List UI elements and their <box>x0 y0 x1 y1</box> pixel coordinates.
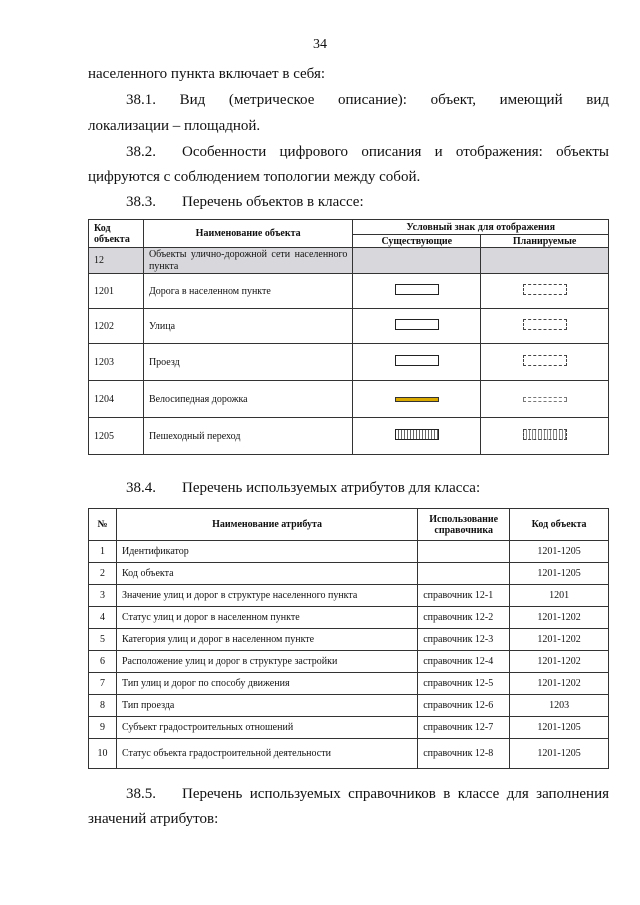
planned-cell <box>481 274 609 309</box>
attr-name: Значение улиц и дорог в структуре населенного пункта <box>116 585 417 607</box>
table-row <box>89 695 609 717</box>
header-existing: Существующие <box>353 235 481 248</box>
table-row <box>89 563 609 585</box>
paragraph-38-5 <box>126 786 609 803</box>
paragraph-38-4 <box>126 480 480 497</box>
planned-cell <box>481 344 609 381</box>
attr-num: 9 <box>89 717 117 739</box>
attr-name: Статус объекта градостроительной деятельности <box>116 739 417 769</box>
table-row <box>89 541 609 563</box>
attr-num: 4 <box>89 607 117 629</box>
attr-code: 1201-1202 <box>510 607 609 629</box>
attr-name: Категория улиц и дорог в населенном пункте <box>116 629 417 651</box>
solid-rect-symbol <box>395 284 439 295</box>
paragraph-38-3 <box>126 194 364 211</box>
paragraph-number: 38.3. <box>126 194 156 210</box>
attr-dict: справочник 12-5 <box>418 673 510 695</box>
object-name: Пешеходный переход <box>143 418 352 455</box>
paragraph-38-2 <box>126 144 609 161</box>
object-name: Проезд <box>143 344 352 381</box>
solid-rect-symbol <box>395 355 439 366</box>
attr-num: 1 <box>89 541 117 563</box>
attr-dict: справочник 12-6 <box>418 695 510 717</box>
object-name: Велосипедная дорожка <box>143 381 352 418</box>
paragraph-number: 38.1. <box>126 92 156 108</box>
attr-name: Код объекта <box>116 563 417 585</box>
attr-num: 5 <box>89 629 117 651</box>
class-row <box>89 248 609 274</box>
intro-line: населенного пункта включает в себя: <box>88 66 326 82</box>
paragraph-text: Перечень используемых справочников в классе для заполнения <box>182 786 609 802</box>
attr-dict: справочник 12-2 <box>418 607 510 629</box>
attr-code: 1201-1205 <box>510 563 609 585</box>
header-planned: Планируемые <box>481 235 609 248</box>
paragraph-38-2-line2: цифруются с соблюдением топологии между собой. <box>88 169 421 185</box>
existing-cell <box>353 418 481 455</box>
paragraph-38-1-line2: локализации – площадной. <box>88 118 261 134</box>
paragraph-text: Перечень используемых атрибутов для класса: <box>182 480 481 496</box>
attributes-table <box>88 508 609 769</box>
object-name: Улица <box>143 309 352 344</box>
attr-code: 1203 <box>510 695 609 717</box>
objects-table <box>88 219 609 455</box>
header-attr-name: Наименование атрибута <box>116 509 417 541</box>
solid-rect-symbol <box>395 319 439 330</box>
page-number: 34 <box>313 37 327 52</box>
header-code: Код объекта <box>89 220 144 248</box>
attr-num: 3 <box>89 585 117 607</box>
paragraph-text: Перечень объектов в классе: <box>182 194 364 210</box>
table-row <box>89 717 609 739</box>
attr-name: Статус улиц и дорог в населенном пункте <box>116 607 417 629</box>
dashed-rect-symbol <box>523 355 567 366</box>
attr-code: 1201-1202 <box>510 651 609 673</box>
table-row <box>89 607 609 629</box>
table-row <box>89 585 609 607</box>
attr-code: 1201-1205 <box>510 541 609 563</box>
dashed-thin-symbol <box>523 397 567 402</box>
attr-code: 1201 <box>510 585 609 607</box>
attr-name: Тип улиц и дорог по способу движения <box>116 673 417 695</box>
planned-cell <box>481 418 609 455</box>
planned-cell <box>481 309 609 344</box>
paragraph-number: 38.2. <box>126 144 156 160</box>
object-code: 1201 <box>89 274 144 309</box>
attr-dict: справочник 12-4 <box>418 651 510 673</box>
paragraph-number: 38.4. <box>126 480 156 496</box>
table-row <box>89 739 609 769</box>
attr-code: 1201-1205 <box>510 717 609 739</box>
header-symbol: Условный знак для отображения <box>353 220 609 235</box>
attr-dict: справочник 12-3 <box>418 629 510 651</box>
table-row <box>89 309 609 344</box>
dashed-rect-symbol <box>523 319 567 330</box>
paragraph-38-1 <box>126 92 609 109</box>
attr-num: 7 <box>89 673 117 695</box>
dashed-rect-symbol <box>523 284 567 295</box>
paragraph-text: Особенности цифрового описания и отображения: объекты <box>182 144 609 160</box>
table-row <box>89 651 609 673</box>
header-object-code: Код объекта <box>510 509 609 541</box>
attr-name: Тип проезда <box>116 695 417 717</box>
class-existing-cell <box>353 248 481 274</box>
class-code: 12 <box>89 248 144 274</box>
attr-code: 1201-1205 <box>510 739 609 769</box>
paragraph-word: описание): <box>338 92 407 108</box>
hatched-dashed-symbol <box>523 429 567 440</box>
class-name: Объекты улично-дорожной сети населенного пункта <box>143 248 352 274</box>
paragraph-word: объект, <box>430 92 477 108</box>
paragraph-word: имеющий <box>499 92 563 108</box>
header-num: № <box>89 509 117 541</box>
class-planned-cell <box>481 248 609 274</box>
attr-num: 10 <box>89 739 117 769</box>
attr-code: 1201-1202 <box>510 629 609 651</box>
object-code: 1202 <box>89 309 144 344</box>
table-row <box>89 381 609 418</box>
object-name: Дорога в населенном пункте <box>143 274 352 309</box>
attr-name: Расположение улиц и дорог в структуре застройки <box>116 651 417 673</box>
paragraph-word: вид <box>586 92 609 108</box>
existing-cell <box>353 381 481 418</box>
yellow-bar-symbol <box>395 397 439 402</box>
attr-dict: справочник 12-1 <box>418 585 510 607</box>
object-code: 1204 <box>89 381 144 418</box>
attr-dict: справочник 12-7 <box>418 717 510 739</box>
paragraph-word: Вид <box>179 92 206 108</box>
attr-num: 6 <box>89 651 117 673</box>
paragraph-number: 38.5. <box>126 786 156 802</box>
existing-cell <box>353 309 481 344</box>
paragraph-38-5-line2: значений атрибутов: <box>88 811 219 827</box>
table-row <box>89 418 609 455</box>
table-row <box>89 673 609 695</box>
existing-cell <box>353 274 481 309</box>
table-row <box>89 344 609 381</box>
attr-name: Идентификатор <box>116 541 417 563</box>
table-row <box>89 274 609 309</box>
object-code: 1205 <box>89 418 144 455</box>
header-dict: Использование справочника <box>418 509 510 541</box>
attr-dict <box>418 541 510 563</box>
attr-dict <box>418 563 510 585</box>
attr-num: 2 <box>89 563 117 585</box>
header-name: Наименование объекта <box>143 220 352 248</box>
attr-num: 8 <box>89 695 117 717</box>
planned-cell <box>481 381 609 418</box>
attr-code: 1201-1202 <box>510 673 609 695</box>
attr-dict: справочник 12-8 <box>418 739 510 769</box>
attr-name: Субъект градостроительных отношений <box>116 717 417 739</box>
existing-cell <box>353 344 481 381</box>
paragraph-word: (метрическое <box>228 92 315 108</box>
table-row <box>89 629 609 651</box>
object-code: 1203 <box>89 344 144 381</box>
hatched-rect-symbol <box>395 429 439 440</box>
